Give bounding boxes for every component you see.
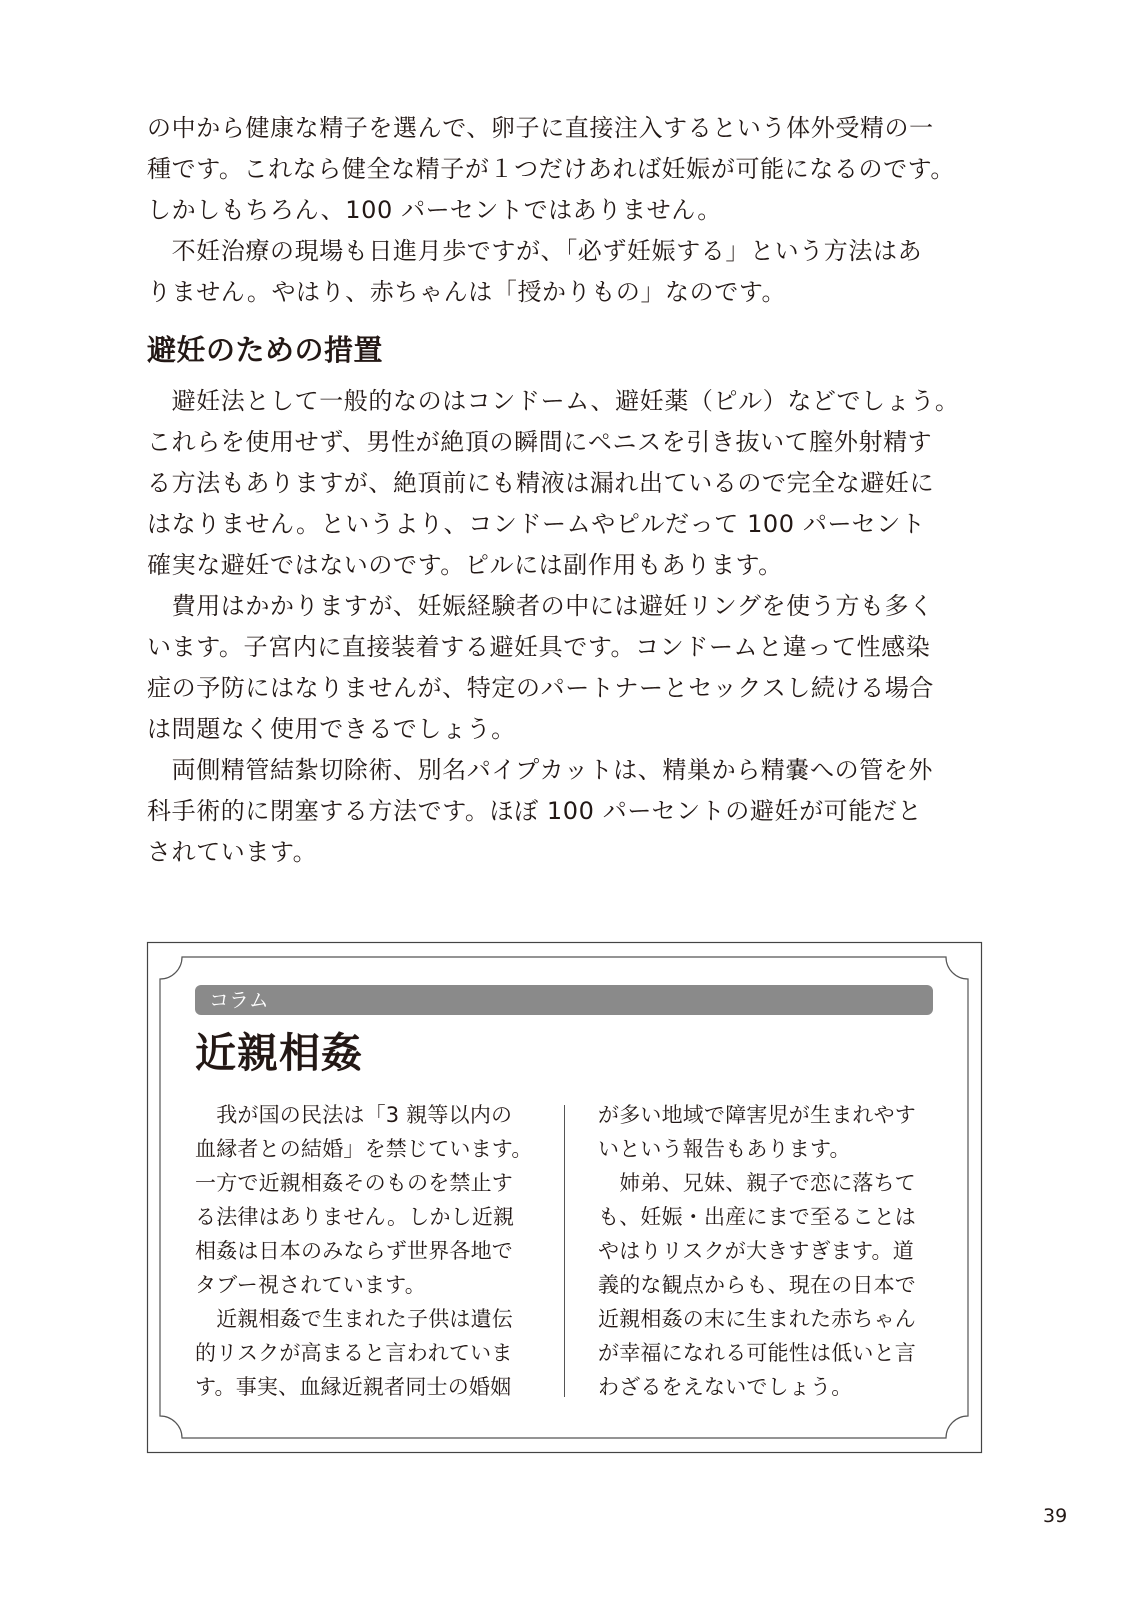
text-line: いという報告もあります。 (598, 1137, 851, 1161)
text-line: も、妊娠・出産にまで至ることは (598, 1205, 916, 1229)
column-left-text (195, 1098, 533, 1404)
text-line: タブー視されています。 (195, 1273, 426, 1297)
text-line: 不妊治療の現場も日進月歩ですが、「必ず妊娠する」という方法はあ (147, 237, 923, 265)
text-line: やはりリスクが大きすぎます。道 (598, 1239, 914, 1263)
text-line: 症の予防にはなりませんが、特定のパートナーとセックスし続ける場合 (147, 674, 934, 702)
text-line: は問題なく使用できるでしょう。 (147, 715, 516, 743)
column-title: 近親相姦 (195, 1029, 363, 1077)
text-line: が幸福になれる可能性は低いと言 (598, 1341, 916, 1365)
text-line: 避妊法として一般的なのはコンドーム、避妊薬（ピル）などでしょう。 (147, 387, 960, 415)
text-line: 科手術的に閉塞する方法です。ほぼ 100 パーセントの避妊が可能だと (147, 797, 923, 825)
text-line: 近親相姦で生まれた子供は遺伝 (195, 1307, 513, 1331)
text-line: す。事実、血縁近親者同士の婚姻 (195, 1375, 512, 1399)
column-divider (564, 1105, 565, 1397)
text-line: しかしもちろん、100 パーセントではありません。 (147, 196, 722, 224)
text-line: 義的な観点からも、現在の日本で (598, 1273, 916, 1297)
text-line: これらを使用せず、男性が絶頂の瞬間にペニスを引き抜いて膣外射精す (147, 428, 933, 456)
text-line: されています。 (147, 838, 318, 866)
text-line: 種です。これなら健全な精子が１つだけあれば妊娠が可能になるのです。 (147, 155, 955, 183)
text-line: います。子宮内に直接装着する避妊具です。コンドームと違って性感染 (147, 633, 931, 661)
text-line: 相姦は日本のみならず世界各地で (195, 1239, 513, 1263)
text-line: 我が国の民法は「3 親等以内の (195, 1103, 513, 1127)
column-label: コラム (195, 985, 933, 1015)
column-right-text (598, 1098, 916, 1404)
section-heading: 避妊のための措置 (147, 333, 384, 367)
text-line: 一方で近親相姦そのものを禁止す (195, 1171, 513, 1195)
text-line: 費用はかかりますが、妊娠経験者の中には避妊リングを使う方も多く (147, 592, 934, 620)
text-line: 血縁者との結婚」を禁じています。 (195, 1137, 533, 1161)
text-line: 確実な避妊ではないのです。ピルには副作用もあります。 (147, 551, 783, 579)
text-line: る方法もありますが、絶頂前にも精液は漏れ出ているので完全な避妊に (147, 469, 935, 497)
text-line: る法律はありません。しかし近親 (195, 1205, 515, 1229)
page-number: 39 (1043, 1505, 1068, 1527)
text-line: が多い地域で障害児が生まれやす (598, 1103, 916, 1127)
text-line: 近親相姦の末に生まれた赤ちゃん (598, 1307, 916, 1331)
text-line: わざるをえないでしょう。 (598, 1375, 853, 1399)
text-line: りません。やはり、赤ちゃんは「授かりもの」なのです。 (147, 278, 787, 306)
text-line: はなりません。というより、コンドームやピルだって 100 パーセント (147, 510, 926, 538)
text-line: 的リスクが高まると言われていま (195, 1341, 513, 1365)
text-line: 両側精管結紮切除術、別名パイプカットは、精巣から精嚢への管を外 (147, 756, 933, 784)
text-line: の中から健康な精子を選んで、卵子に直接注入するという体外受精の一 (147, 114, 934, 142)
text-line: 姉弟、兄妹、親子で恋に落ちて (598, 1171, 916, 1195)
